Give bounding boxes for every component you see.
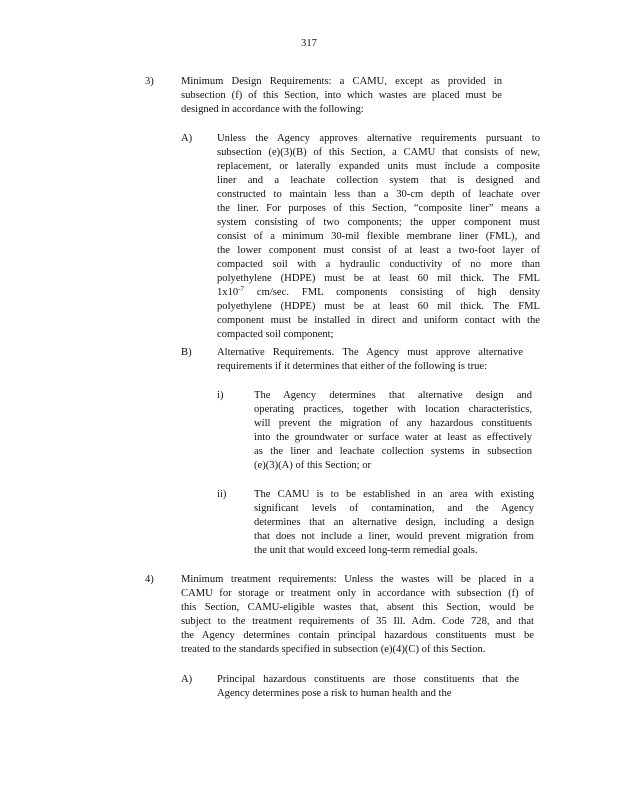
text-line: requirements if it determines that either of the following is true:: [217, 361, 488, 372]
item-3a-text: [217, 132, 540, 342]
text-line: (e)(3)(A) of this Section; or: [254, 460, 372, 471]
text-line: subsection (f) of this Section, into which wastes are placed must be: [181, 90, 502, 101]
item-4a-label: A): [181, 674, 193, 685]
text-line: consist of a minimum 30-mil flexible membrane liner (FML), and: [217, 231, 540, 242]
text-line: the unit that would exceed long-term remedial goals.: [254, 545, 478, 556]
text-line: operating practices, together with location characteristics,: [254, 404, 532, 415]
text-line: this Section, CAMU-eligible wastes that, absent this Section, would be: [181, 602, 534, 613]
text-line: treated to the standards specified in subsection (e)(4)(C) of this Section.: [181, 644, 486, 655]
text-line: Agency determines pose a risk to human health and the: [217, 688, 452, 699]
text-line: liner and a leachate collection system that is designed and: [217, 175, 540, 186]
text-fragment: cm/sec. FML components consisting of high density: [244, 287, 540, 298]
item-3b-i-text: [254, 389, 532, 473]
exponent: -7: [238, 285, 245, 293]
item-3b-ii-label: ii): [217, 489, 227, 500]
text-line: Minimum Design Requirements: a CAMU, except as provided in: [181, 76, 502, 87]
text-line: designed in accordance with the following:: [181, 104, 364, 115]
page-number: 317: [301, 38, 317, 49]
item-3b-ii-text: [254, 488, 534, 558]
text-line: replacement, or laterally expanded units must include a composite: [217, 161, 540, 172]
text-line: the lower component must consist of at least a two-foot layer of: [217, 245, 540, 256]
text-line: compacted soil component;: [217, 329, 334, 340]
text-line: CAMU for storage or treatment only in accordance with subsection (f) of: [181, 588, 534, 599]
item-4-text: [181, 573, 534, 657]
text-line: significant levels of contamination, and the Agency: [254, 503, 534, 514]
text-line: the liner. For purposes of this Section, “composite liner” means a: [217, 203, 540, 214]
text-line: constructed to maintain less than a 30-cm depth of leachate over: [217, 189, 540, 200]
item-3a-label: A): [181, 133, 193, 144]
item-3-text: [181, 75, 502, 117]
text-line: The Agency determines that alternative design and: [254, 390, 532, 401]
text-line: component must be installed in direct and uniform contact with the: [217, 315, 540, 326]
text-line: polyethylene (HDPE) must be at least 60 mil thick. The FML: [217, 273, 540, 284]
item-3b-label: B): [181, 347, 192, 358]
text-line: will prevent the migration of any hazardous constituents: [254, 418, 532, 429]
text-line: Alternative Requirements. The Agency must approve alternative: [217, 347, 523, 358]
text-line: subsection (e)(3)(B) of this Section, a CAMU that consists of new,: [217, 147, 540, 158]
text-line: subject to the treatment requirements of 35 Ill. Adm. Code 728, and that: [181, 616, 534, 627]
item-4-label: 4): [145, 574, 154, 585]
text-line: compacted soil with a hydraulic conductivity of no more than: [217, 259, 540, 270]
text-line: [217, 286, 540, 300]
text-line: into the groundwater or surface water at least as effectively: [254, 432, 532, 443]
text-line: polyethylene (HDPE) must be at least 60 mil thick. The FML: [217, 301, 540, 312]
value-1x10: 1x10: [217, 287, 239, 298]
text-line: Minimum treatment requirements: Unless the wastes will be placed in a: [181, 574, 534, 585]
item-3-label: 3): [145, 76, 154, 87]
text-line: that does not include a liner, would prevent migration from: [254, 531, 534, 542]
text-line: Unless the Agency approves alternative requirements pursuant to: [217, 133, 540, 144]
item-3b-text: [217, 346, 523, 374]
text-line: determines that an alternative design, including a design: [254, 517, 534, 528]
text-line: The CAMU is to be established in an area with existing: [254, 489, 534, 500]
item-3b-i-label: i): [217, 390, 224, 401]
text-line: the Agency determines contain principal hazardous constituents must be: [181, 630, 534, 641]
item-4a-text: [217, 673, 519, 701]
text-line: system consisting of two components; the upper component must: [217, 217, 540, 228]
text-line: as the liner and leachate collection systems in subsection: [254, 446, 532, 457]
text-line: Principal hazardous constituents are those constituents that the: [217, 674, 519, 685]
